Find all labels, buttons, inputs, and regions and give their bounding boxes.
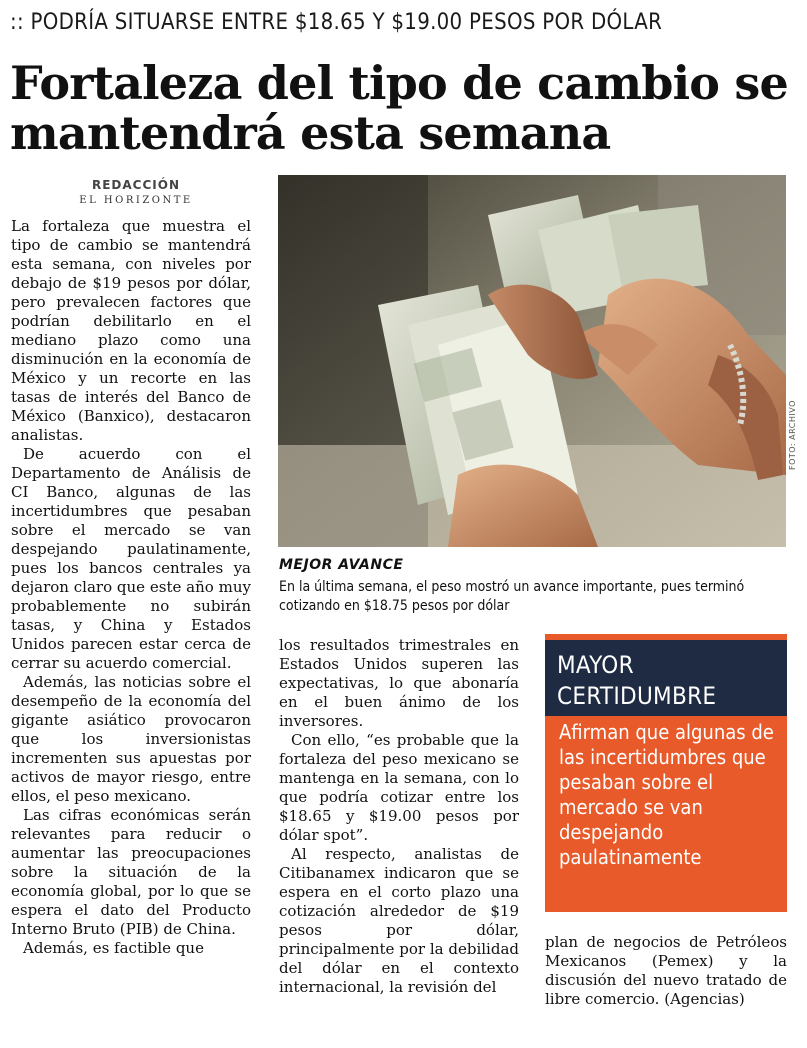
sidebar-box-header bbox=[545, 634, 787, 716]
paragraph: los resultados trimestrales en Estados Unidos superen las expectativas, lo que abonaría en el buen ánimo de los inversores. bbox=[279, 636, 519, 730]
paragraph: Además, las noticias sobre el desempeño de la economía del gigante asiático provocaron que los inversionistas incrementen sus apuestas por activos de mayor riesgo, entre ellos, el peso mexicano. bbox=[11, 673, 251, 805]
sidebar-box-title-line1: MAYOR bbox=[557, 651, 634, 679]
article-column-2 bbox=[279, 636, 519, 1016]
paragraph: Al respecto, analistas de Citibanamex indicaron que se espera en el corto plazo una cotización alrededor de $19 pesos por dólar, principalmente por la debilidad del dólar en el contexto internacional, la revisión del bbox=[279, 845, 519, 996]
sidebar-box-title-line2: CERTIDUMBRE bbox=[557, 682, 717, 710]
paragraph: plan de negocios de Petróleos Mexicanos (Pemex) y la discusión del nuevo tratado de libre comercio. (Agencias) bbox=[545, 933, 787, 1008]
byline-outlet: EL HORIZONTE bbox=[79, 195, 193, 206]
paragraph: Con ello, “es probable que la fortaleza del peso mexicano se mantenga en la semana, con lo que podría cotizar entre los $18.65 y $19.00 pesos por dólar spot”. bbox=[279, 731, 519, 844]
money-exchange-photo bbox=[278, 175, 786, 547]
article-column-3 bbox=[545, 933, 787, 1015]
byline-author: REDACCIÓN bbox=[91, 178, 180, 192]
sidebar-box-body: Afirman que algunas de las incertidumbres que pesaban sobre el mercado se van despejando paulatinamente bbox=[545, 716, 787, 912]
headline: Fortaleza del tipo de cambio se mantendrá esta semana bbox=[10, 56, 788, 160]
kicker: :: PODRÍA SITUARSE ENTRE $18.65 Y $19.00 PESOS POR DÓLAR bbox=[10, 10, 663, 35]
photo-illustration bbox=[278, 175, 786, 547]
article-column-1 bbox=[11, 217, 251, 1012]
byline bbox=[16, 178, 256, 206]
caption-text: En la última semana, el peso mostró un avance importante, pues terminó cotizando en $18.75 pesos por dólar bbox=[279, 579, 745, 614]
paragraph: Además, es factible que bbox=[23, 939, 204, 957]
photo-credit: FOTO: ARCHIVO bbox=[788, 400, 797, 470]
paragraph: De acuerdo con el Departamento de Análisis de CI Banco, algunas de las incertidumbres que pesaban sobre el mercado se van despejando paulatinamente, pues los bancos centrales ya dejaron claro que este año muy probablemente no subirán tasas, y China y Estados Unidos parecen estar cerca de cerrar su acuerdo comercial. bbox=[11, 445, 251, 672]
paragraph: Las cifras económicas serán relevantes para reducir o aumentar las preocupaciones sobre la situación de la economía global, por lo que se espera el dato del Producto Interno Bruto (PIB) de China. bbox=[11, 806, 251, 938]
caption-title: MEJOR AVANCE bbox=[279, 557, 404, 573]
sidebar-box bbox=[545, 634, 787, 912]
paragraph: La fortaleza que muestra el tipo de cambio se mantendrá esta semana, con niveles por debajo de $19 pesos por dólar, pero prevalecen factores que podrían debilitarlo en el mediano plazo como una disminución en la economía de México y un recorte en las tasas de interés del Banco de México (Banxico), destacaron analistas. bbox=[11, 217, 251, 444]
